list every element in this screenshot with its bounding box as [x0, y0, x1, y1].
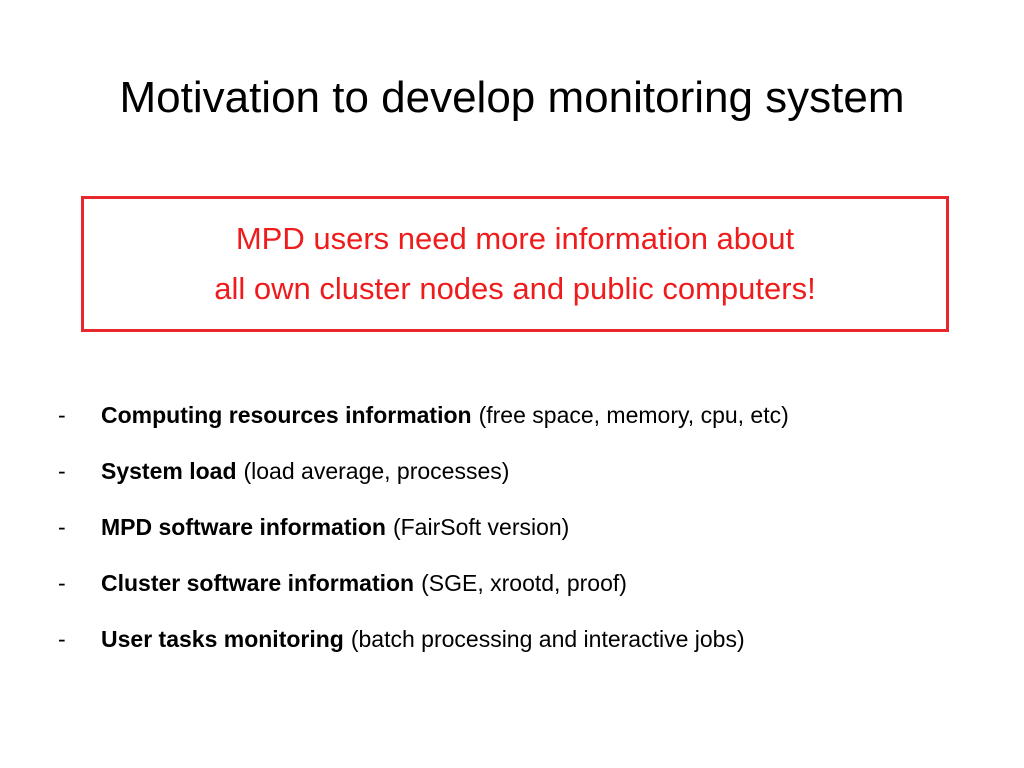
bullet-detail-text: (SGE, xrootd, proof) — [421, 570, 627, 596]
bullet-detail-text: (batch processing and interactive jobs) — [350, 626, 745, 652]
bullet-item-user-tasks — [58, 611, 998, 667]
bullet-bold-text: Cluster software information — [101, 570, 415, 596]
bullet-bold-text: Computing resources information — [101, 402, 472, 428]
bullet-dash: - — [58, 458, 66, 484]
callout-box — [81, 196, 949, 332]
bullet-item-computing-resources — [58, 387, 998, 443]
bullet-dash: - — [58, 626, 66, 652]
callout-line-2: all own cluster nodes and public computers! — [214, 271, 816, 306]
bullet-detail-text: (FairSoft version) — [392, 514, 570, 540]
bullet-bold-text: System load — [101, 458, 237, 484]
bullet-detail-text: (free space, memory, cpu, etc) — [478, 402, 789, 428]
bullet-bold-text: User tasks monitoring — [101, 626, 344, 652]
bullet-dash: - — [58, 402, 66, 428]
bullet-list — [58, 387, 998, 667]
bullet-item-cluster-software — [58, 555, 998, 611]
bullet-dash: - — [58, 514, 66, 540]
bullet-detail-text: (load average, processes) — [243, 458, 510, 484]
bullet-item-mpd-software — [58, 499, 998, 555]
bullet-item-system-load — [58, 443, 998, 499]
bullet-bold-text: MPD software information — [101, 514, 386, 540]
bullet-dash: - — [58, 570, 66, 596]
callout-line-1: MPD users need more information about — [235, 221, 795, 256]
slide-title: Motivation to develop monitoring system — [119, 73, 905, 122]
